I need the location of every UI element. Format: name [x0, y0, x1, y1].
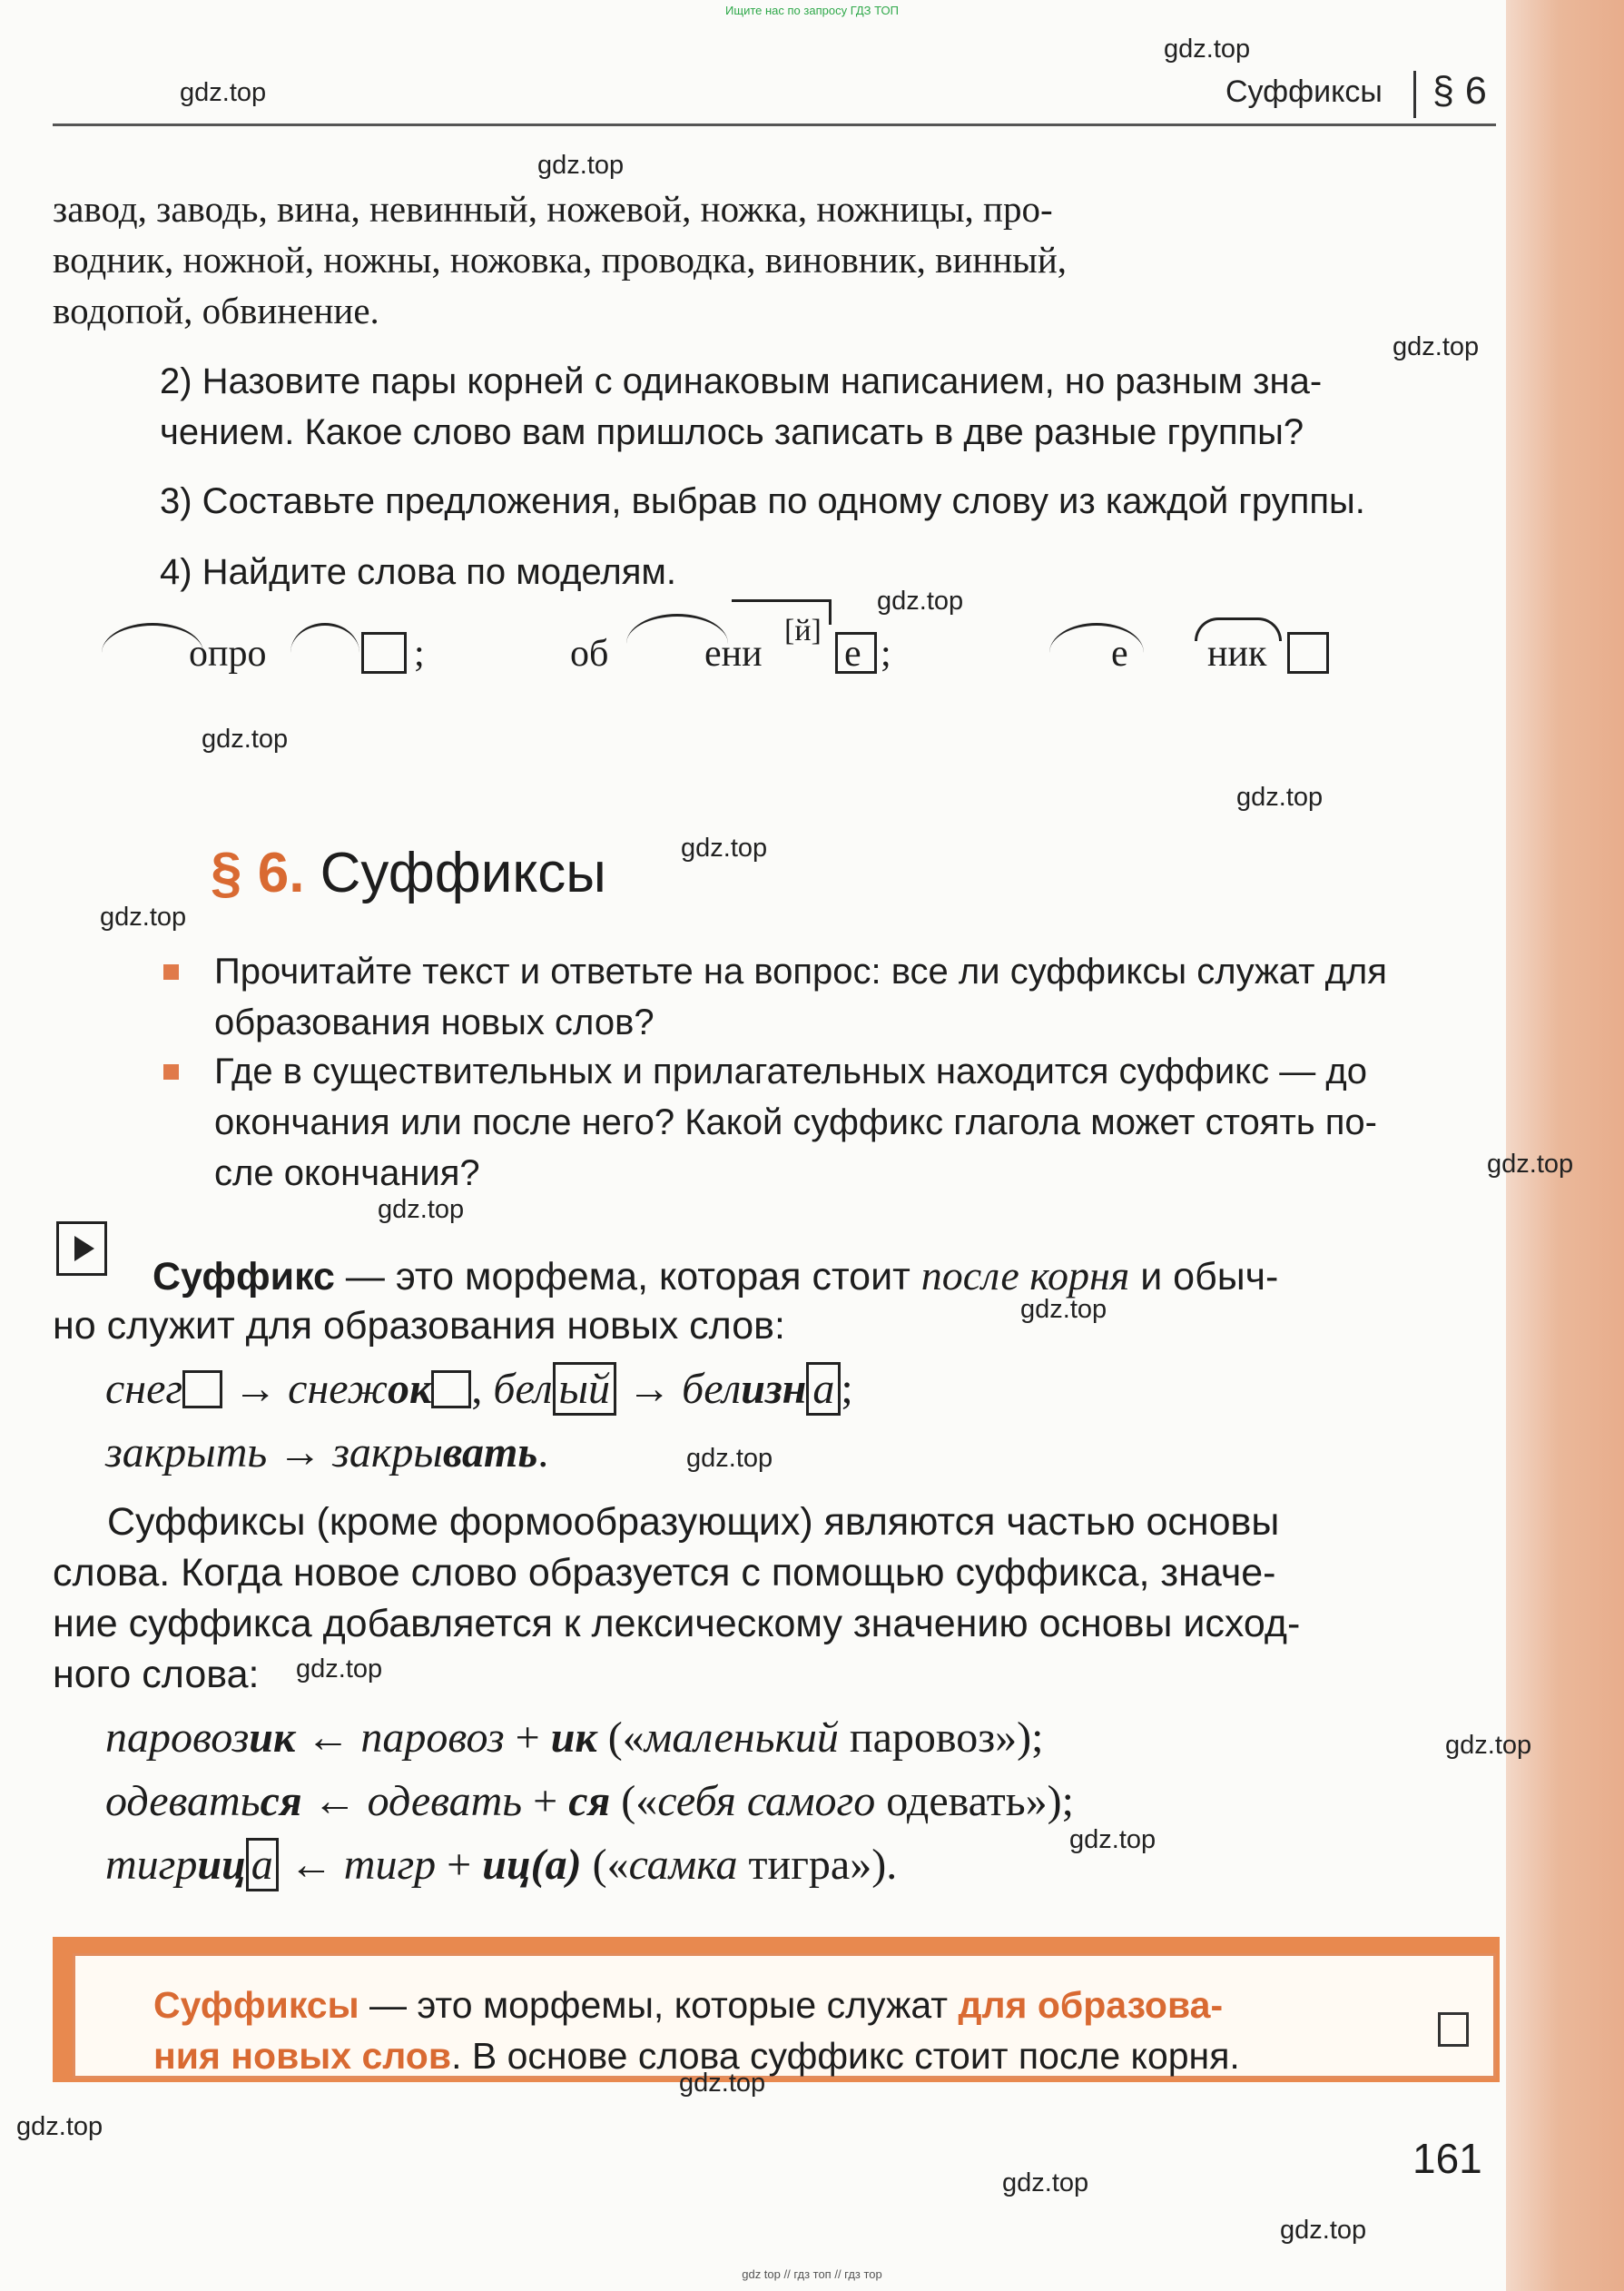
- example-word: закры: [332, 1428, 443, 1476]
- plus: +: [447, 1841, 472, 1889]
- model-1-root: опро: [189, 633, 267, 675]
- definition-text: — это морфема, которая стоит: [334, 1255, 921, 1299]
- paragraph-line-1: Суффиксы (кроме формообразующих) являются частью основы: [107, 1500, 1280, 1544]
- plus: +: [515, 1713, 540, 1762]
- gloss-end: тигра»).: [737, 1841, 898, 1889]
- suffix: ик: [550, 1713, 597, 1762]
- rule-mid: — это морфемы, которые служат: [359, 1984, 959, 2026]
- arrow: ←: [289, 1841, 333, 1889]
- task-2-line-1: 2) Назовите пары корней с одинаковым написанием, но разным зна-: [160, 361, 1323, 401]
- section-number: § 6.: [211, 842, 305, 904]
- dot: .: [537, 1428, 549, 1476]
- quote-open: («: [621, 1777, 658, 1825]
- suffix: изн: [741, 1365, 807, 1413]
- example-line-1: [105, 1364, 853, 1414]
- watermark: gdz.top: [1002, 2168, 1089, 2197]
- semicolon: ;: [841, 1365, 853, 1413]
- section-title: Суффиксы: [320, 842, 606, 904]
- watermark: gdz.top: [1445, 1731, 1532, 1760]
- definition-line-1: [153, 1251, 1278, 1299]
- suffix: ся: [260, 1777, 302, 1825]
- watermark: gdz.top: [1236, 783, 1324, 812]
- derivation-3: [105, 1840, 897, 1890]
- example-word: бел: [682, 1365, 742, 1413]
- suffix-arc: [290, 623, 359, 653]
- header-separator: [1413, 71, 1416, 118]
- definition-term: Суффикс: [153, 1255, 335, 1299]
- example-word: снег: [105, 1365, 183, 1413]
- bottom-banner: gdz top // гдз топ // гдз тор: [742, 2267, 882, 2281]
- watermark: gdz.top: [378, 1195, 465, 1224]
- quote-open: («: [592, 1841, 629, 1889]
- root-arc: [1049, 623, 1144, 653]
- model-2-sep: ;: [881, 633, 891, 675]
- watermark: gdz.top: [202, 725, 289, 754]
- watermark: gdz.top: [679, 2069, 766, 2098]
- word-list-line-3: водопой, обвинение.: [53, 290, 379, 331]
- suffix: ик: [249, 1713, 296, 1762]
- watermark: gdz.top: [686, 1444, 773, 1473]
- ending: ый: [553, 1362, 617, 1416]
- question-2-line-2: окончания или после него? Какой суффикс глагола может стоять по-: [214, 1102, 1377, 1142]
- watermark: gdz.top: [1393, 332, 1480, 361]
- rule-highlight-2: ния новых слов: [153, 2035, 452, 2077]
- word: паровоз: [360, 1713, 505, 1762]
- plus: +: [533, 1777, 558, 1825]
- rule-highlight-1: для образова-: [958, 1984, 1224, 2026]
- rule-box: [53, 1937, 1500, 2082]
- gloss: маленький: [644, 1713, 839, 1762]
- suffix: иц(а): [482, 1841, 582, 1889]
- arrow: ←: [306, 1713, 350, 1762]
- derivation-1: [105, 1713, 1044, 1763]
- paragraph-line-3: ние суффикса добавляется к лексическому значению основы исход-: [53, 1602, 1301, 1645]
- gloss-end: одевать»);: [875, 1777, 1074, 1825]
- model-2-phoneme: [й]: [784, 614, 822, 647]
- running-title: Суффиксы: [1225, 74, 1383, 109]
- model-3-part: е: [1111, 633, 1128, 675]
- gloss: самка: [628, 1841, 738, 1889]
- paragraph-line-2: слова. Когда новое слово образуется с помощью суффикса, значе-: [53, 1551, 1276, 1595]
- rule-inner: [73, 1953, 1496, 2079]
- model-3-suffix: ник: [1207, 633, 1267, 675]
- bullet-icon: [163, 1064, 179, 1080]
- suffix: вать: [442, 1428, 538, 1476]
- suffix: ся: [568, 1777, 611, 1825]
- book-icon: [1438, 2012, 1469, 2047]
- ending: а: [246, 1838, 279, 1891]
- header-rule: [53, 123, 1496, 126]
- question-1-line-1: Прочитайте текст и ответьте на вопрос: все ли суффиксы служат для: [214, 952, 1387, 992]
- rule-text: [153, 1980, 1240, 2081]
- paragraph-line-4: ного слова:: [53, 1653, 260, 1696]
- word-list-line-1: завод, заводь, вина, невинный, ножевой, ножка, ножницы, про-: [53, 188, 1053, 230]
- word: тигр: [105, 1841, 198, 1889]
- comma: ,: [471, 1365, 483, 1413]
- task-4: 4) Найдите слова по моделям.: [160, 552, 677, 592]
- watermark: gdz.top: [180, 78, 267, 107]
- example-word: закрыть: [105, 1428, 268, 1476]
- model-3-ending-box: [1287, 632, 1329, 674]
- arrow: ←: [312, 1777, 357, 1825]
- watermark: gdz.top: [1280, 2216, 1367, 2245]
- question-1-line-2: образования новых слов?: [214, 1002, 655, 1042]
- definition-line-2: но служит для образования новых слов:: [53, 1304, 785, 1348]
- quote-open: («: [607, 1713, 645, 1762]
- watermark: gdz.top: [1069, 1825, 1156, 1854]
- top-banner: Ищите нас по запросу ГДЗ ТОП: [725, 4, 899, 17]
- word: тигр: [343, 1841, 437, 1889]
- ending-box: [431, 1370, 471, 1408]
- rule-term: Суффиксы: [153, 1984, 359, 2026]
- bullet-icon: [163, 964, 179, 980]
- suffix: ок: [388, 1365, 432, 1413]
- page-number: 161: [1412, 2135, 1482, 2182]
- arrow: →: [278, 1428, 322, 1476]
- watermark: gdz.top: [100, 903, 187, 932]
- task-2-line-2: чением. Какое слово вам пришлось записать в две разные группы?: [160, 412, 1304, 452]
- model-2-prefix: об: [570, 633, 609, 675]
- word: паровоз: [105, 1713, 250, 1762]
- watermark: gdz.top: [877, 587, 964, 616]
- play-icon: [56, 1221, 107, 1276]
- watermark: gdz.top: [1164, 35, 1251, 64]
- model-2-ending: е: [844, 633, 861, 675]
- definition-text-end: и обыч-: [1129, 1255, 1279, 1299]
- ending: а: [806, 1362, 841, 1416]
- watermark: gdz.top: [1020, 1295, 1107, 1324]
- watermark: gdz.top: [681, 834, 768, 863]
- word: одевать: [105, 1777, 261, 1825]
- section-heading: [211, 841, 606, 905]
- example-line-2: [105, 1427, 548, 1477]
- gloss: себя самого: [657, 1777, 876, 1825]
- gloss-end: паровоз»);: [838, 1713, 1044, 1762]
- arrow: →: [233, 1365, 278, 1413]
- question-2-line-3: сле окончания?: [214, 1153, 480, 1193]
- watermark: gdz.top: [537, 151, 625, 180]
- watermark: gdz.top: [1487, 1150, 1574, 1179]
- question-2-line-1: Где в существительных и прилагательных находится суффикс — до: [214, 1052, 1367, 1091]
- arrow: →: [627, 1365, 672, 1413]
- word-list-line-2: водник, ножной, ножны, ножовка, проводка, виновник, винный,: [53, 239, 1068, 281]
- definition-italic: после корня: [920, 1252, 1130, 1299]
- suffix: иц: [197, 1841, 246, 1889]
- model-1-ending-box: [361, 632, 407, 674]
- ending-box: [182, 1370, 222, 1408]
- example-word: снеж: [288, 1365, 389, 1413]
- word: одевать: [367, 1777, 523, 1825]
- running-section: § 6: [1432, 69, 1487, 113]
- watermark: gdz.top: [296, 1654, 383, 1684]
- task-3: 3) Составьте предложения, выбрав по одному слову из каждой группы.: [160, 481, 1365, 521]
- example-word: бел: [493, 1365, 553, 1413]
- model-1-sep: ;: [414, 633, 425, 675]
- watermark: gdz.top: [16, 2112, 103, 2141]
- rule-end: . В основе слова суффикс стоит после корня.: [451, 2035, 1240, 2077]
- page-edge: [1506, 0, 1624, 2291]
- derivation-2: [105, 1776, 1074, 1826]
- model-2-suffix: ени: [704, 633, 763, 675]
